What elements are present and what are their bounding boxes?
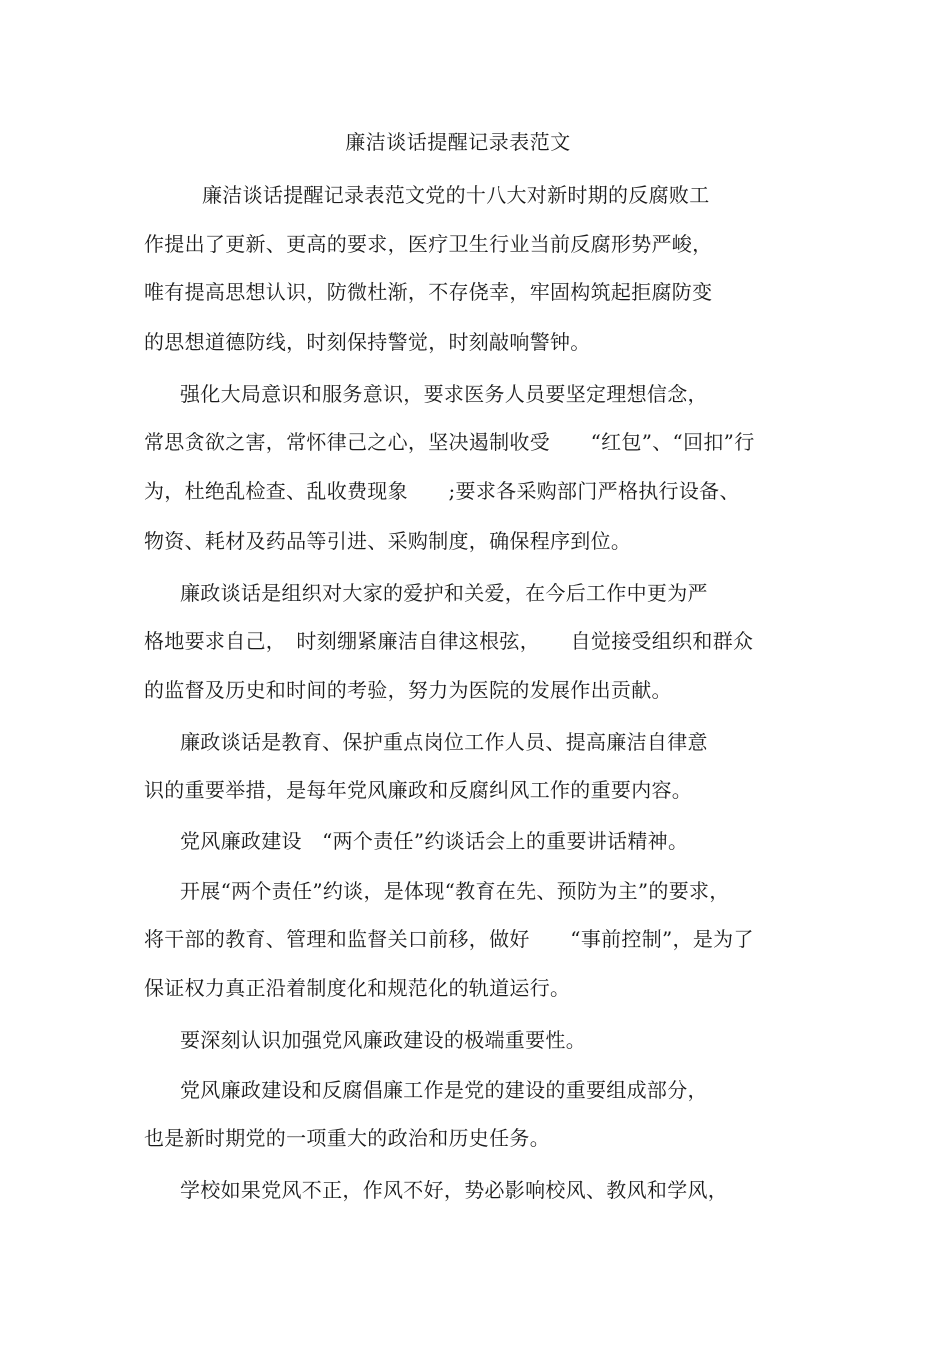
paragraph-line: 学校如果党风不正，作风不好，势必影响校风、教风和学风， [180, 1178, 729, 1202]
paragraph-line: 常思贪欲之害，常怀律己之心，坚决遏制收受 “红包”、“回扣”行 [144, 430, 755, 454]
paragraph-line: 的监督及历史和时间的考验，努力为医院的发展作出贡献。 [144, 678, 672, 702]
paragraph-line: 廉政谈话是教育、保护重点岗位工作人员、提高廉洁自律意 [180, 730, 708, 754]
paragraph-line: 保证权力真正沿着制度化和规范化的轨道运行。 [144, 976, 571, 1000]
paragraph-line: 的思想道德防线，时刻保持警觉，时刻敲响警钟。 [144, 330, 591, 354]
paragraph-line: 廉洁谈话提醒记录表范文党的十八大对新时期的反腐败工 [202, 183, 710, 207]
paragraph-line: 作提出了更新、更高的要求，医疗卫生行业当前反腐形势严峻， [144, 232, 713, 256]
paragraph-line: 为，杜绝乱检查、乱收费现象 ;要求各采购部门严格执行设备、 [144, 479, 740, 503]
document-title: 廉洁谈话提醒记录表范文 [345, 130, 571, 154]
paragraph-line: 强化大局意识和服务意识，要求医务人员要坚定理想信念， [180, 382, 708, 406]
paragraph-line: 识的重要举措，是每年党风廉政和反腐纠风工作的重要内容。 [144, 778, 693, 802]
paragraph-line: 格地要求自己， 时刻绷紧廉洁自律这根弦， 自觉接受组织和群众 [144, 629, 754, 653]
paragraph-line: 廉政谈话是组织对大家的爱护和关爱，在今后工作中更为严 [180, 581, 708, 605]
paragraph-line: 党风廉政建设和反腐倡廉工作是党的建设的重要组成部分， [180, 1078, 708, 1102]
paragraph-line: 唯有提高思想认识，防微杜渐，不存侥幸，牢固构筑起拒腐防变 [144, 280, 713, 304]
paragraph-line: 物资、耗材及药品等引进、采购制度，确保程序到位。 [144, 529, 632, 553]
paragraph-line: 要深刻认识加强党风廉政建设的极端重要性。 [180, 1028, 586, 1052]
paragraph-line: 将干部的教育、管理和监督关口前移，做好 “事前控制”，是为了 [144, 927, 754, 951]
paragraph-line: 也是新时期党的一项重大的政治和历史任务。 [144, 1126, 550, 1150]
paragraph-line: 开展“两个责任”约谈，是体现“教育在先、预防为主”的要求， [180, 879, 730, 903]
paragraph-line: 党风廉政建设 “两个责任”约谈话会上的重要讲话精神。 [180, 829, 689, 853]
